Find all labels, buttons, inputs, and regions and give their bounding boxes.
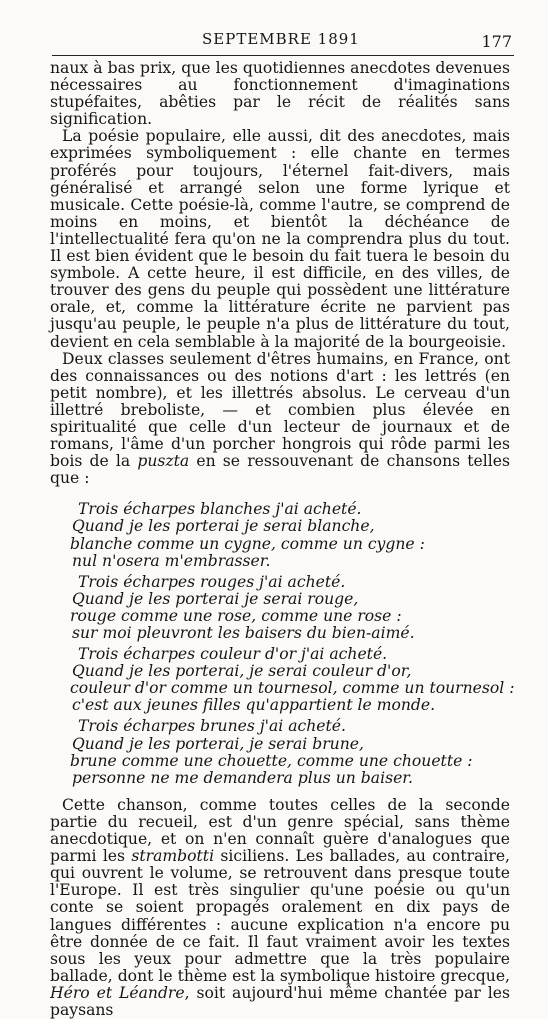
header-rule [52,55,514,56]
paragraph-this-song [50,797,510,1019]
verse-line: blanche comme un cygne, comme un cygne : [70,534,425,553]
verse-line: sur moi pleuvront les baisers du bien-aimé. [72,624,415,642]
verse-line: Trois écharpes couleur d'or j'ai acheté. [78,645,388,664]
paragraph-continued: naux à bas prix, que les quotidiennes anecdotes devenues nécessaires au fonctionnement d'imaginations stupéfaites, abêties par le récit de réalités sans signification. [50,59,510,129]
paragraph-text: Cette chanson, comme toutes celles de la seconde partie du recueil, est d'un genre spécial, sans thème anecdotique, et on n'en connaît guère d'analogues que parmi les [50,795,510,866]
emphasis-puszta: puszta [137,452,190,471]
emphasis-hero-leandre: Héro et Léandre [50,983,185,1002]
verse-line: couleur d'or comme un tournesol, comme un tournesol : [70,679,515,698]
verse-line: Quand je les porterai je serai blanche, [72,517,375,536]
verse-line: brune comme une chouette, comme une chouette : [70,751,473,770]
page-header [52,30,512,52]
paragraph-popular-poetry: La poésie populaire, elle aussi, dit des anecdotes, mais exprimées symboliquement : elle chante en termes proférés pour toujours, l'éternel fait-divers, mais généralisé et arrangé selon une forme lyrique et musicale. Cette poésie-là, comme l'autre, se comprend de moins en moins, et bientôt la déchéance de l'intellectualité fera qu'on ne la comprendra plus du tout. Il est bien évident que le besoin du fait tuera le besoin du symbole. A cette heure, il est difficile, en des villes, de trouver des gens du peuple qui possèdent une littérature orale, et, comme la littérature écrite ne parvient pas jusqu'au peuple, le peuple n'a plus de littérature du tout, devient en cela semblable à la majorité de la bourgeoisie. [50,127,510,351]
verse-line: Trois écharpes brunes j'ai acheté. [78,717,346,736]
running-title: SEPTEMBRE 1891 [202,30,360,48]
body-text [50,59,515,1019]
verse-line: c'est aux jeunes filles qu'appartient le monde. [72,696,436,715]
verse-line: nul n'osera m'embrasser. [72,551,271,570]
paragraph-two-classes [50,351,510,488]
verse-line: Trois écharpes rouges j'ai acheté. [78,572,346,591]
stanza-red [50,574,510,642]
verse-line: Quand je les porterai, je serai couleur d'or, [72,662,412,681]
verse-line: Quand je les porterai je serai rouge, [72,589,359,608]
poem [50,500,515,787]
stanza-white [50,501,510,569]
emphasis-strambotti: strambotti [131,847,215,866]
paragraph-text: en se ressouvenant de chansons telles que : [50,452,510,488]
paragraph-text: siciliens. Les ballades, au contraire, qui ouvrent le volume, se retrouvent dans presque toute l'Europe. Il est très singulier qu'une poésie ou qu'un conte se soient propagés oralement en dix pays de langues différentes : aucune explication n'a encore pu être donnée de ce fait. Il faut vraiment avoir les textes sous les yeux pour admettre que la très populaire ballade, dont le thème est la symbolique histoire grecque, [50,847,511,985]
paragraph-text: Deux classes seulement d'êtres humains, en France, ont des connaissances ou des notions d'art : les lettrés (en petit nombre), et les illettrés absolus. Le cerveau d'un illettré breboliste, — et combien plus élevée en spiritualité que celle d'un lecteur de journaux et de romans, l'âme d'un porcher hongrois qui rôde parmi les bois de la [50,349,510,471]
paragraph-text: , soit aujourd'hui même chantée par les paysans [50,983,510,1019]
verse-line: Quand je les porterai, je serai brune, [72,734,364,753]
verse-line: rouge comme une rose, comme une rose : [70,606,402,625]
stanza-brown [50,718,510,786]
page-number: 177 [481,32,512,51]
stanza-gold [50,645,515,715]
verse-line: personne ne me demandera plus un baiser. [72,768,413,787]
verse-line: Trois écharpes blanches j'ai acheté. [78,500,362,519]
